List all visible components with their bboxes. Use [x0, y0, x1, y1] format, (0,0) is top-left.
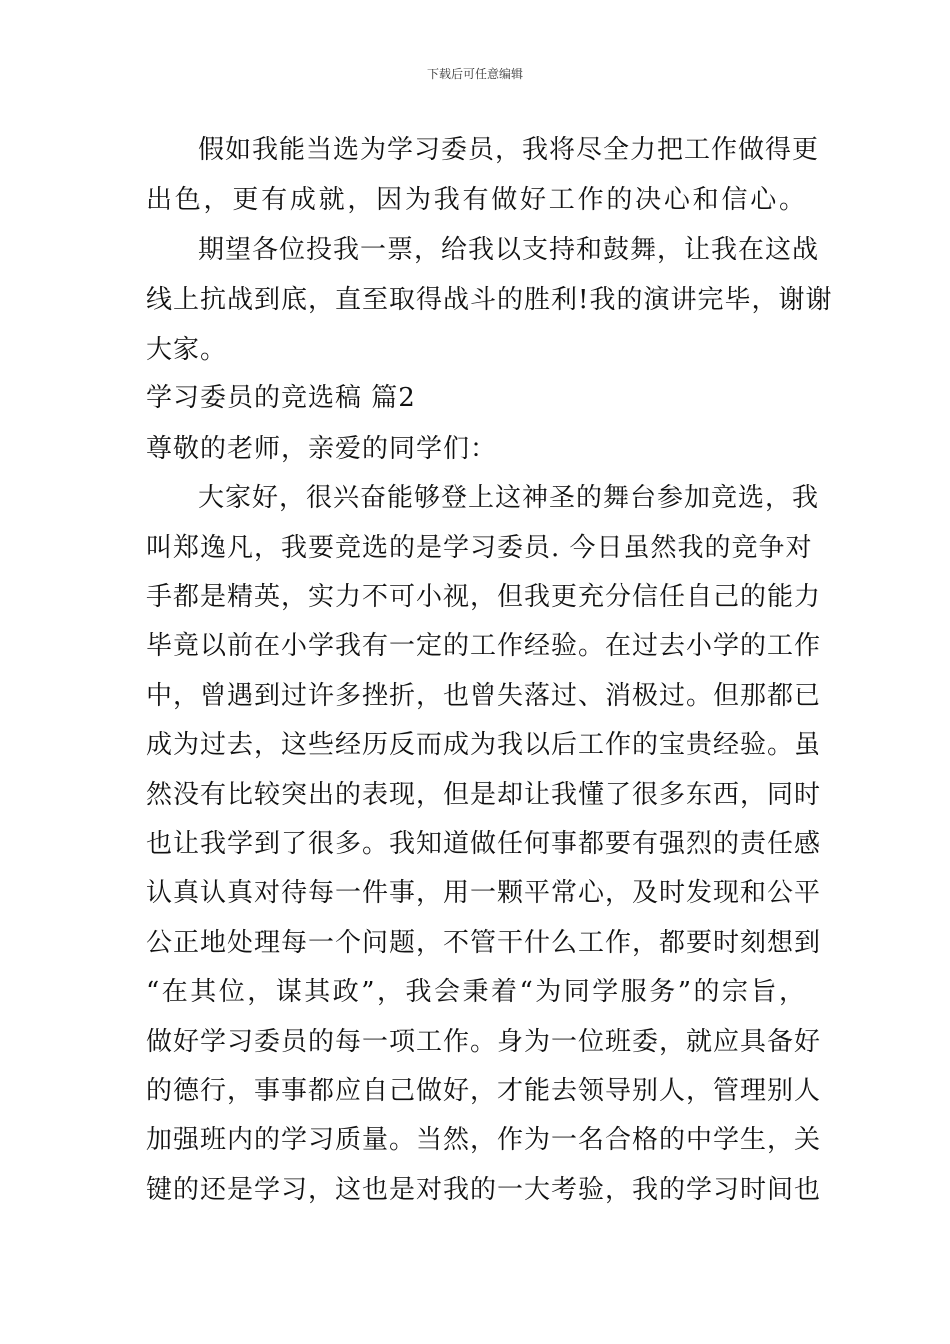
text-line: 加强班内的学习质量。当然，作为一名合格的中学生，关 — [146, 1125, 822, 1155]
text-line: 线上抗战到底，直至取得战斗的胜利!我的演讲完毕，谢谢 — [146, 285, 833, 315]
text-line: 假如我能当选为学习委员，我将尽全力把工作做得更 — [198, 135, 820, 165]
text-line: 成为过去，这些经历反而成为我以后工作的宝贵经验。虽 — [146, 730, 822, 760]
text-line: 的德行，事事都应自己做好，才能去领导别人，管理别人 — [146, 1076, 822, 1106]
text-line: 叫郑逸凡，我要竞选的是学习委员. 今日虽然我的竞争对 — [146, 533, 813, 563]
text-line: 做好学习委员的每一项工作。身为一位班委，就应具备好 — [146, 1027, 822, 1057]
text-line: 毕竟以前在小学我有一定的工作经验。在过去小学的工作 — [146, 631, 822, 661]
text-line: 中，曾遇到过许多挫折，也曾失落过、消极过。但那都已 — [146, 681, 822, 711]
page-header: 下载后可任意编辑 — [426, 67, 523, 81]
text-line: 期望各位投我一票，给我以支持和鼓舞，让我在这战 — [198, 235, 820, 265]
text-line: 大家。 — [146, 335, 228, 365]
text-line: 键的还是学习，这也是对我的一大考验，我的学习时间也 — [146, 1175, 822, 1205]
text-line: 出色，更有成就，因为我有做好工作的决心和信心。 — [146, 185, 806, 215]
text-line: “在其位，谋其政”，我会秉着“为同学服务”的宗旨， — [146, 977, 806, 1007]
section-heading: 学习委员的竞选稿 篇2 — [146, 383, 416, 413]
text-line: 认真认真对待每一件事，用一颗平常心，及时发现和公平 — [146, 878, 822, 908]
text-line: 公正地处理每一个问题，不管干什么工作，都要时刻想到 — [146, 928, 822, 958]
text-line: 然没有比较突出的表现，但是却让我懂了很多东西，同时 — [146, 780, 822, 810]
text-line: 大家好，很兴奋能够登上这神圣的舞台参加竞选，我 — [198, 483, 820, 513]
text-line: 手都是精英，实力不可小视，但我更充分信任自己的能力 — [146, 582, 822, 612]
salutation: 尊敬的老师，亲爱的同学们： — [146, 434, 498, 464]
text-line: 也让我学到了很多。我知道做任何事都要有强烈的责任感 — [146, 829, 822, 859]
